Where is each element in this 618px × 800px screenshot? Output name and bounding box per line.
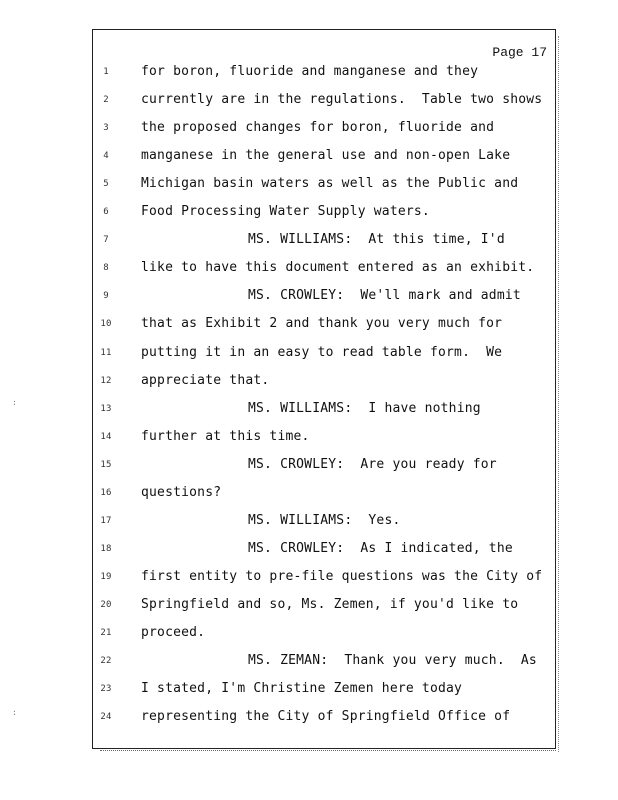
transcript-line xyxy=(93,204,555,224)
transcript-line xyxy=(93,485,555,505)
line-text: representing the City of Springfield Office of xyxy=(141,709,511,725)
transcript-line xyxy=(93,288,555,308)
line-number: 2 xyxy=(103,95,109,106)
transcript-line xyxy=(93,709,555,729)
transcript-line xyxy=(93,401,555,421)
transcript-line xyxy=(93,541,555,561)
line-number: 9 xyxy=(103,291,109,302)
line-number: 15 xyxy=(100,459,112,470)
line-number: 11 xyxy=(100,347,112,358)
transcript-line xyxy=(93,345,555,365)
line-number: 7 xyxy=(103,235,109,246)
line-number: 22 xyxy=(100,656,112,667)
transcript-line xyxy=(93,64,555,84)
transcript-line xyxy=(93,92,555,112)
line-text: further at this time. xyxy=(141,428,310,444)
line-number: 24 xyxy=(100,712,112,723)
transcript-line xyxy=(93,176,555,196)
line-number: 5 xyxy=(103,179,109,190)
line-text: currently are in the regulations. Table two shows xyxy=(141,92,543,108)
line-text: Springfield and so, Ms. Zemen, if you'd like to xyxy=(141,596,519,612)
transcript-line xyxy=(93,513,555,533)
transcript-line xyxy=(93,569,555,589)
transcript-page xyxy=(92,29,556,749)
line-number: 3 xyxy=(103,123,109,134)
page-bottom-edge xyxy=(100,748,556,751)
line-text: MS. CROWLEY: Are you ready for xyxy=(248,456,497,472)
line-text: like to have this document entered as an exhibit. xyxy=(141,260,535,276)
line-number: 8 xyxy=(103,263,109,274)
transcript-line xyxy=(93,373,555,393)
line-text: for boron, fluoride and manganese and they xyxy=(141,64,479,79)
line-text: I stated, I'm Christine Zemen here today xyxy=(141,681,463,697)
transcript-line xyxy=(93,260,555,280)
transcript-line xyxy=(93,653,555,673)
line-number: 16 xyxy=(100,487,112,498)
transcript-line xyxy=(93,597,555,617)
transcript-line xyxy=(93,316,555,336)
line-number: 4 xyxy=(103,151,109,162)
transcript-line xyxy=(93,681,555,701)
line-text: MS. WILLIAMS: Yes. xyxy=(248,512,401,528)
line-text: MS. WILLIAMS: At this time, I'd xyxy=(248,232,505,248)
line-text: putting it in an easy to read table form. We xyxy=(141,344,503,360)
line-number: 12 xyxy=(100,375,112,386)
line-text: MS. CROWLEY: We'll mark and admit xyxy=(248,288,521,304)
transcript-line xyxy=(93,625,555,645)
line-number: 21 xyxy=(100,628,112,638)
line-text: MS. CROWLEY: As I indicated, the xyxy=(248,540,513,556)
margin-mark: : xyxy=(12,708,17,717)
transcript-body xyxy=(93,30,555,748)
line-text: appreciate that. xyxy=(141,372,270,388)
margin-mark: : xyxy=(12,398,17,407)
line-number: 14 xyxy=(100,431,112,442)
transcript-line xyxy=(93,120,555,140)
line-number: 18 xyxy=(100,543,112,554)
transcript-line xyxy=(93,429,555,449)
page-number: Page 17 xyxy=(492,45,547,60)
line-text: manganese in the general use and non-open Lake xyxy=(141,148,511,164)
line-text: MS. ZEMAN: Thank you very much. As xyxy=(248,653,537,669)
line-number: 13 xyxy=(100,403,112,414)
transcript-line xyxy=(93,232,555,252)
line-text: MS. WILLIAMS: I have nothing xyxy=(248,400,481,416)
line-text: first entity to pre-file questions was the City of xyxy=(141,568,543,584)
line-number: 10 xyxy=(100,319,112,330)
transcript-line xyxy=(93,457,555,477)
line-number: 20 xyxy=(100,599,112,610)
transcript-line xyxy=(93,148,555,168)
line-text: Food Processing Water Supply waters. xyxy=(141,204,430,220)
line-text: proceed. xyxy=(141,625,206,640)
line-text: that as Exhibit 2 and thank you very much for xyxy=(141,316,503,332)
line-number: 19 xyxy=(100,571,112,582)
line-text: Michigan basin waters as well as the Public and xyxy=(141,176,519,192)
line-number: 1 xyxy=(103,67,109,77)
line-text: questions? xyxy=(141,484,222,500)
line-number: 17 xyxy=(100,515,112,526)
line-number: 23 xyxy=(100,684,112,695)
line-number: 6 xyxy=(103,207,109,218)
line-text: the proposed changes for boron, fluoride and xyxy=(141,120,495,136)
